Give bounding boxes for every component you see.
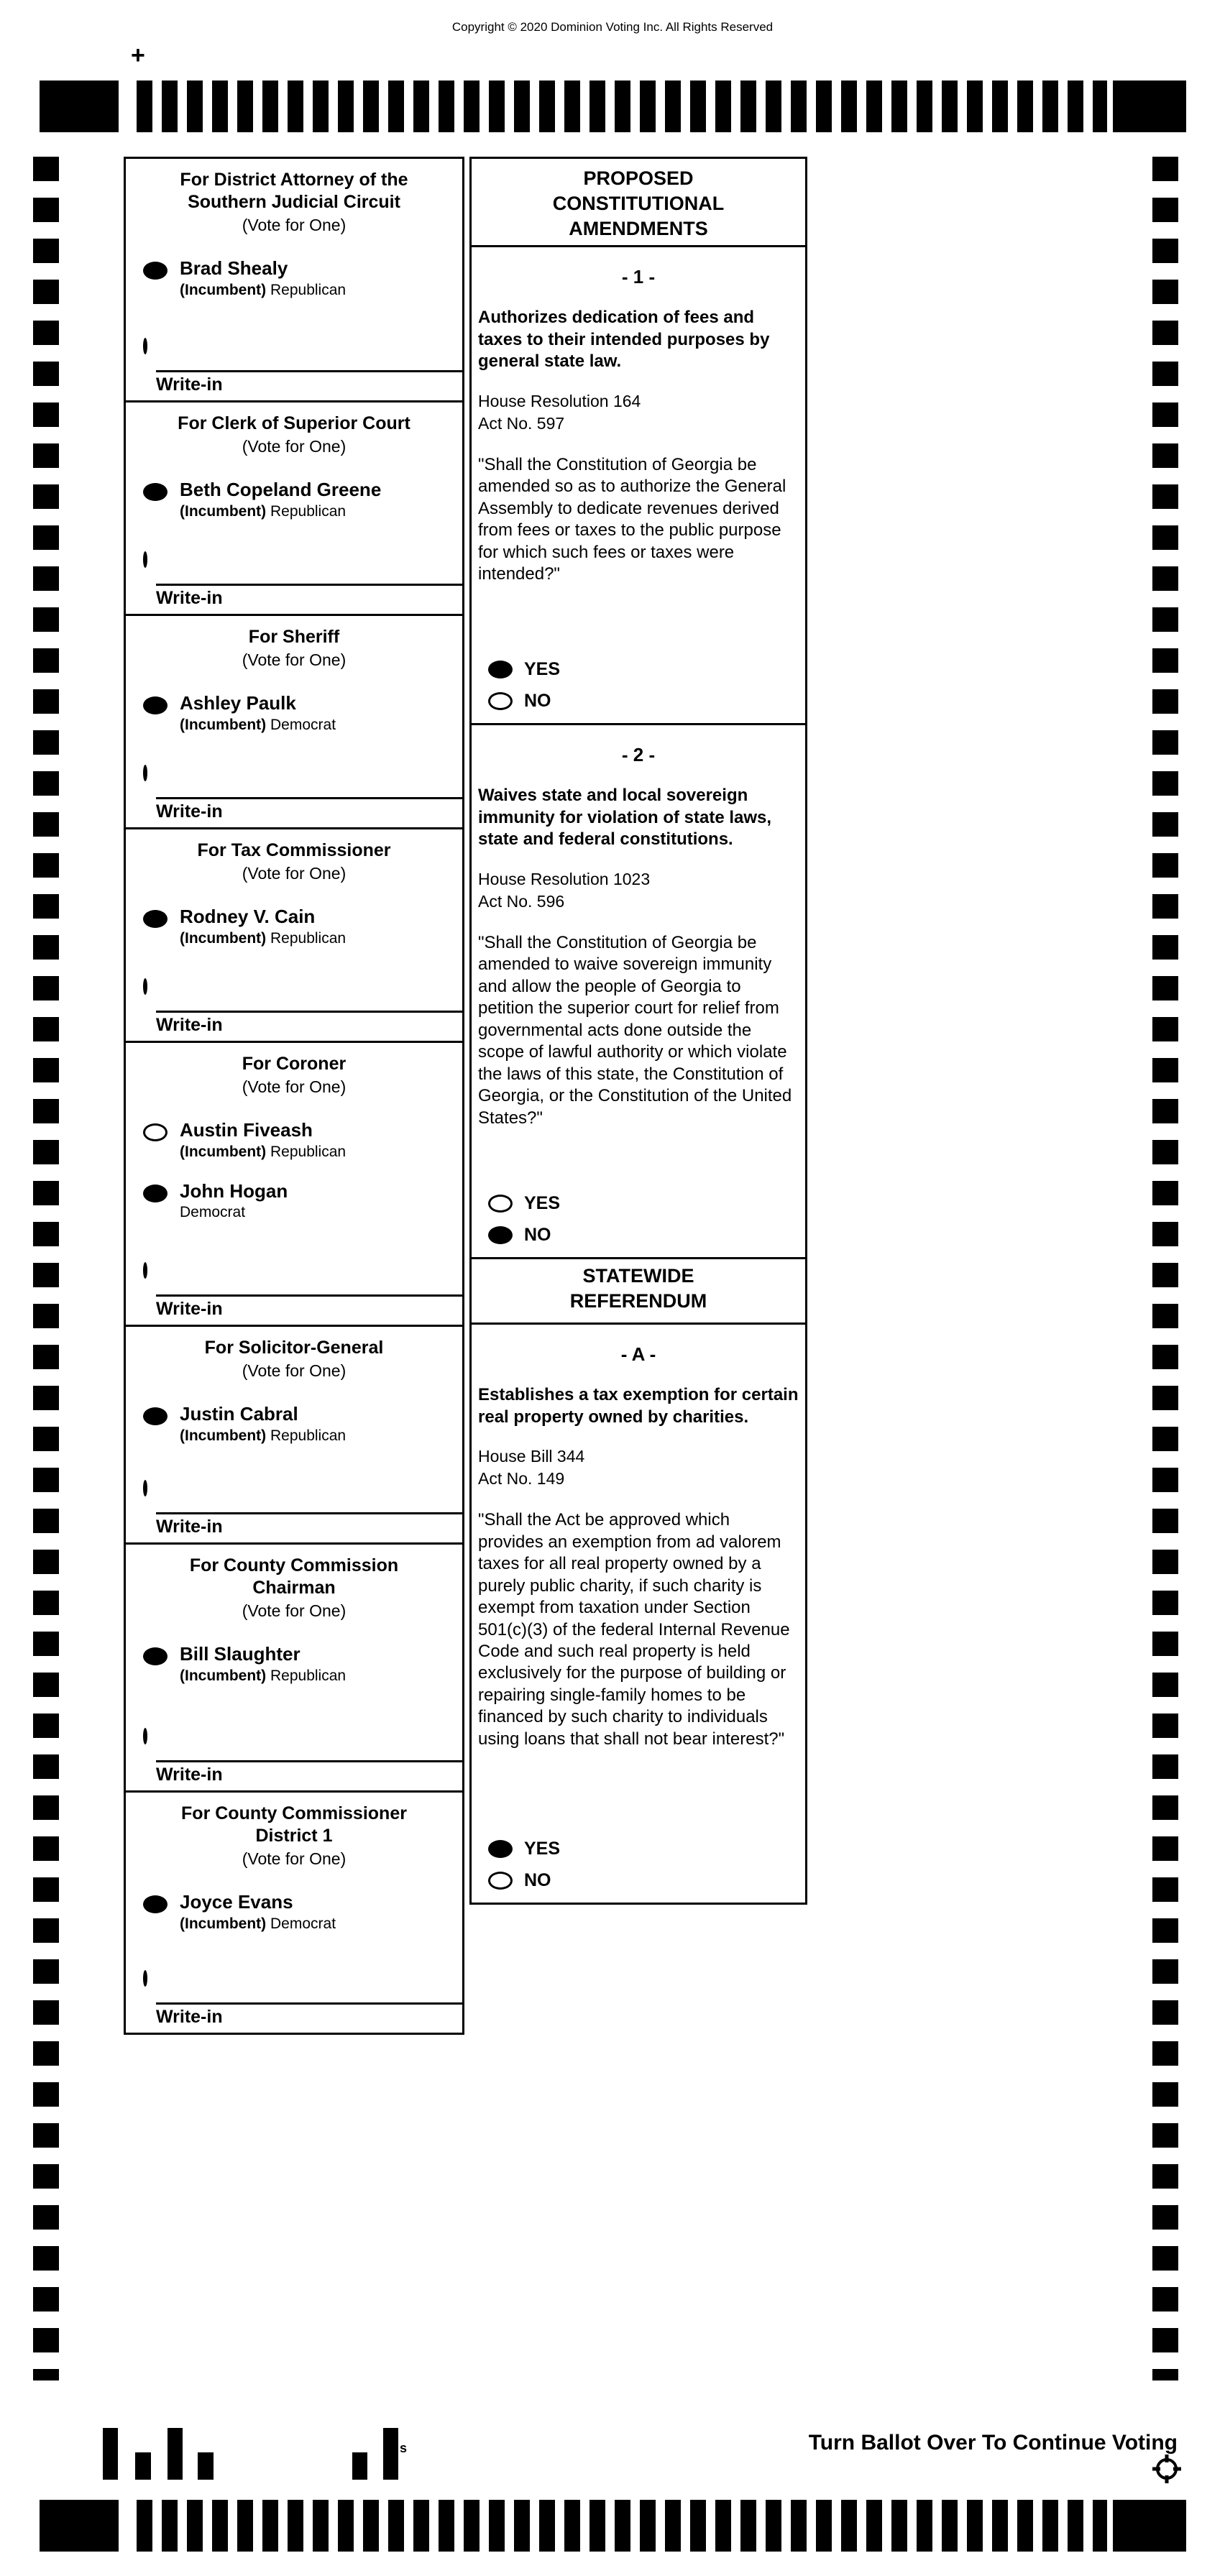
measure-amendment-1 [469,245,807,725]
timing-endblock-right [1113,80,1186,132]
no-bubble[interactable] [488,1872,513,1890]
measure-question: "Shall the Act be approved which provides an exemption from ad valorem taxes for all real property owned by a purely public charity, if such charity is exempt from taxation under Section 501(c)(3) of the federal Internal Revenue Code and such real property is held exclusively for the purpose of building or repairing single-family homes to be financed by such charity to individuals using loans that shall not bear interest?" [478,1510,790,1749]
copyright-line: Copyright © 2020 Dominion Voting Inc. All Rights Reserved [451,20,774,34]
write-in-line[interactable] [156,1512,462,1514]
no-choice [488,1225,799,1246]
race-coroner [124,1041,464,1327]
write-in-bubble[interactable] [143,978,147,995]
vote-bubble[interactable] [143,910,168,928]
vote-for-instruction: (Vote for One) [242,437,347,456]
write-in-line[interactable] [156,2002,462,2005]
measure-authority: House Resolution 1023 Act No. 596 [478,870,651,911]
write-in-label: Write-in [156,1015,223,1035]
turn-ballot-over-text: Turn Ballot Over To Continue Voting [808,2431,1178,2455]
registration-plus-mark: + [131,42,145,69]
write-in-label: Write-in [156,1765,223,1785]
candidate-name: John Hogan [180,1179,288,1202]
timing-endblock-left [40,2500,119,2552]
candidate-name: Rodney V. Cain [180,906,316,927]
vote-for-instruction: (Vote for One) [242,1077,347,1096]
barcode-bar [103,2428,118,2480]
race-district-attorney [124,157,464,402]
candidate-name: Justin Cabral [180,1403,298,1425]
vote-bubble[interactable] [143,1647,168,1665]
measure-summary: Waives state and local sovereign immunity for violation of state laws, state and federal constitutions. [478,786,772,850]
vote-for-instruction: (Vote for One) [242,650,347,669]
yes-choice [488,1193,799,1214]
vote-bubble[interactable] [143,1184,168,1202]
write-in-line[interactable] [156,1011,462,1013]
no-choice [488,691,799,712]
race-title: For Clerk of Superior Court [178,413,410,433]
race-sheriff [124,614,464,829]
no-choice [488,1870,799,1891]
write-in-label: Write-in [156,801,223,822]
no-bubble[interactable] [488,1226,513,1244]
measure-number: - 1 - [621,266,656,288]
race-tax-commissioner [124,827,464,1043]
race-title: For County Commission Chairman [189,1555,399,1598]
measure-summary: Establishes a tax exemption for certain real property owned by charities. [478,1385,799,1427]
candidate-name: Beth Copeland Greene [180,479,382,500]
measure-question: "Shall the Constitution of Georgia be amended to waive sovereign immunity and allow the people of Georgia to petition the superior court for relief from governmental acts done outside the scope of lawful authority or which violate the laws of this state, the Constitution of Georgia, or the Constitution of the United States?" [478,932,792,1128]
vote-bubble[interactable] [143,483,168,501]
measure-choices [488,648,799,712]
vote-for-instruction: (Vote for One) [242,864,347,883]
amendments-header: PROPOSED CONSTITUTIONAL AMENDMENTS [552,167,725,240]
write-in-line[interactable] [156,584,462,586]
candidate-party: (Incumbent) Republican [180,1143,347,1160]
candidate-row [143,1120,456,1161]
measures-column [469,157,807,1905]
candidate-row [143,1181,456,1222]
write-in-label: Write-in [156,1299,223,1319]
timing-marks-bottom [0,2500,1225,2552]
write-in-line[interactable] [156,1760,462,1762]
timing-marks-left-column [33,157,59,2380]
measure-referendum-a [469,1322,807,1905]
vote-bubble[interactable] [143,1123,168,1141]
candidate-party: (Incumbent) Republican [180,281,347,298]
candidate-row [143,258,456,299]
referendum-header: STATEWIDE REFERENDUM [569,1265,707,1312]
write-in-line[interactable] [156,1294,462,1297]
referendum-header-box [469,1257,807,1325]
candidate-party: (Incumbent) Democrat [180,716,336,733]
candidate-party: (Incumbent) Democrat [180,1915,336,1932]
race-county-commission-chairman [124,1542,464,1793]
write-in-line[interactable] [156,797,462,799]
candidate-row [143,693,456,734]
measure-amendment-2 [469,723,807,1259]
yes-choice [488,659,799,680]
barcode-char: s [400,2441,408,2455]
timing-marks-top [0,80,1225,132]
measure-choices [488,1828,799,1891]
write-in-bubble[interactable] [143,338,147,354]
race-clerk-superior-court [124,400,464,616]
yes-bubble[interactable] [488,1840,513,1858]
candidate-row [143,1644,456,1685]
races-column [124,157,464,2035]
vote-bubble[interactable] [143,262,168,280]
candidate-name: Joyce Evans [180,1891,293,1913]
race-title: For Sheriff [248,627,340,647]
candidate-row [143,479,456,520]
candidate-row [143,1892,456,1933]
candidate-name: Bill Slaughter [180,1643,300,1665]
write-in-bubble[interactable] [143,1480,147,1496]
yes-choice [488,1839,799,1859]
vote-bubble[interactable] [143,1895,168,1913]
race-title: For Coroner [242,1054,347,1074]
timing-ticks [137,80,1107,132]
candidate-party: (Incumbent) Republican [180,1667,347,1684]
no-label: NO [524,691,551,711]
no-label: NO [524,1870,551,1890]
write-in-label: Write-in [156,1517,223,1537]
measure-authority: House Resolution 164 Act No. 597 [478,392,641,433]
measure-question: "Shall the Constitution of Georgia be amended so as to authorize the General Assembly to dedicate revenues derived from fees or taxes to the public purpose for which such fees or taxes were intended?" [478,454,786,584]
measure-number: - 2 - [621,744,656,765]
race-title: For County Commissioner District 1 [181,1803,407,1846]
no-label: NO [524,1225,551,1245]
candidate-party: (Incumbent) Republican [180,1427,347,1444]
write-in-bubble[interactable] [143,551,147,568]
amendments-header-box [469,157,807,247]
yes-bubble[interactable] [488,661,513,678]
write-in-bubble[interactable] [143,1970,147,1987]
yes-bubble[interactable] [488,1195,513,1213]
candidate-name: Ashley Paulk [180,692,296,714]
timing-ticks [137,2500,1107,2552]
candidate-party: (Incumbent) Republican [180,502,347,520]
race-county-commissioner-district-1 [124,1790,464,2035]
no-bubble[interactable] [488,692,513,710]
vote-for-instruction: (Vote for One) [242,216,347,234]
measure-summary: Authorizes dedication of fees and taxes to their intended purposes by general state law. [478,308,770,372]
barcode-bar [168,2428,183,2480]
race-solicitor-general [124,1325,464,1545]
timing-marks-right-column [1152,157,1178,2380]
write-in-label: Write-in [156,588,223,608]
candidate-name: Austin Fiveash [180,1119,313,1141]
barcode-bar [135,2452,151,2480]
write-in-bubble[interactable] [143,1728,147,1744]
vote-for-instruction: (Vote for One) [242,1601,347,1620]
race-title: For Solicitor-General [204,1338,384,1358]
vote-for-instruction: (Vote for One) [242,1849,347,1868]
measure-number: - A - [620,1343,656,1365]
candidate-row [143,906,456,947]
candidate-party: Democrat [180,1204,246,1221]
measure-choices [488,1182,799,1246]
candidate-name: Brad Shealy [180,257,288,279]
barcode-bar [198,2452,214,2480]
yes-label: YES [524,659,561,679]
write-in-bubble[interactable] [143,1262,147,1279]
barcode-bar [383,2428,398,2480]
write-in-label: Write-in [156,374,223,395]
vote-bubble[interactable] [143,696,168,714]
write-in-bubble[interactable] [143,765,147,781]
candidate-row [143,1404,456,1445]
timing-endblock-left [40,80,119,132]
barcode-bar [352,2452,367,2480]
measure-authority: House Bill 344 Act No. 149 [478,1447,585,1488]
registration-target-icon [1150,2452,1183,2485]
candidate-party: (Incumbent) Republican [180,929,347,947]
yes-label: YES [524,1839,561,1859]
vote-for-instruction: (Vote for One) [242,1361,347,1380]
race-title: For Tax Commissioner [197,840,391,860]
write-in-label: Write-in [156,2007,223,2027]
yes-label: YES [524,1193,561,1213]
vote-bubble[interactable] [143,1407,168,1425]
timing-endblock-right [1113,2500,1186,2552]
race-title: For District Attorney of the Southern Judicial Circuit [180,170,408,212]
write-in-line[interactable] [156,370,462,372]
